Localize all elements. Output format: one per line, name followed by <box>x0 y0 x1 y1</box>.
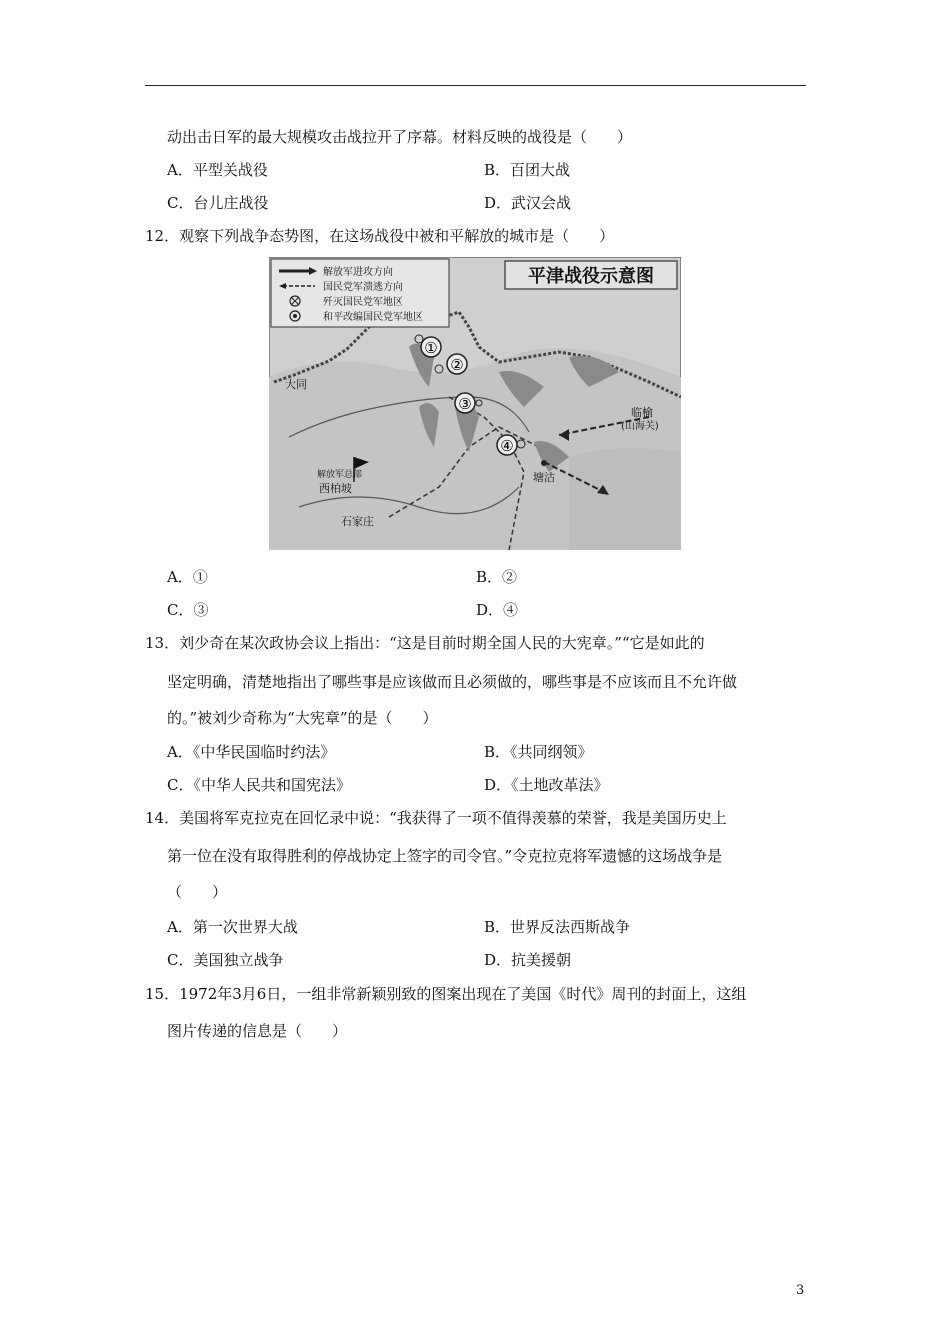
label-hq: 解放军总部 <box>317 470 363 480</box>
legend-annihilated: 歼灭国民党军地区 <box>323 297 403 308</box>
q11-continuation: 动出击日军的最大规模攻击战拉开了序幕。材料反映的战役是（ ） <box>167 128 633 146</box>
q14-line-2: 第一位在没有取得胜利的停战协定上签字的司令官。”令克拉克将军遗憾的这场战争是 <box>167 847 723 865</box>
q13-line-1: 13．刘少奇在某次政协会议上指出：“这是目前时期全国人民的大宪章。”“它是如此的 <box>145 634 705 652</box>
q14-line-3: （ ） <box>167 883 228 901</box>
q11-option-d[interactable]: D．武汉会战 <box>484 194 572 212</box>
q12-option-d[interactable]: D．④ <box>476 601 519 619</box>
q12-option-a[interactable]: A．① <box>167 568 208 586</box>
marker-2: ② <box>450 356 464 374</box>
legend-retreat: 国民党军溃逃方向 <box>323 282 403 293</box>
q12-stem: 12．观察下列战争态势图，在这场战役中被和平解放的城市是（ ） <box>145 227 615 245</box>
q13-line-2: 坚定明确，清楚地指出了哪些事是应该做而且必须做的，哪些事是不应该而且不允许做 <box>167 673 738 691</box>
q13-option-a[interactable]: A．《中华民国临时约法》 <box>167 743 336 761</box>
legend-peaceful: 和平改编国民党军地区 <box>323 312 423 323</box>
marker-3: ③ <box>458 395 472 413</box>
marker-1: ① <box>424 339 438 357</box>
q11-option-a[interactable]: A．平型关战役 <box>167 161 268 179</box>
q11-option-b[interactable]: B．百团大战 <box>484 161 571 179</box>
q13-option-b[interactable]: B．《共同纲领》 <box>484 743 593 761</box>
map-title: 平津战役示意图 <box>528 266 654 287</box>
pingjin-campaign-map <box>269 257 681 550</box>
page-number: 3 <box>796 1283 805 1298</box>
q11-option-c[interactable]: C．台儿庄战役 <box>167 194 269 212</box>
city-datong: 大同 <box>285 378 307 391</box>
q15-line-1: 15．1972年3月6日，一组非常新颖别致的图案出现在了美国《时代》周刊的封面上，这组 <box>145 985 747 1003</box>
q14-option-b[interactable]: B．世界反法西斯战争 <box>484 918 631 936</box>
city-shijiazhuang: 石家庄 <box>341 515 374 528</box>
q12-option-b[interactable]: B．② <box>476 568 518 586</box>
q12-option-c[interactable]: C．③ <box>167 601 209 619</box>
q13-option-d[interactable]: D．《土地改革法》 <box>484 776 609 794</box>
q14-option-a[interactable]: A．第一次世界大战 <box>167 918 298 936</box>
header-rule <box>145 85 806 86</box>
city-tanggu: 塘沽 <box>533 471 555 484</box>
q15-line-2: 图片传递的信息是（ ） <box>167 1022 348 1040</box>
city-shanhaiguan: (山海关) <box>621 421 659 432</box>
city-linyu: 临榆 <box>631 406 653 419</box>
q14-option-d[interactable]: D．抗美援朝 <box>484 951 572 969</box>
legend-attack: 解放军进攻方向 <box>323 267 393 278</box>
marker-4: ④ <box>500 437 514 455</box>
q13-line-3: 的。”被刘少奇称为“大宪章”的是（ ） <box>167 709 438 727</box>
city-xibaipo: 西柏坡 <box>319 482 352 495</box>
q14-option-c[interactable]: C．美国独立战争 <box>167 951 284 969</box>
q14-line-1: 14．美国将军克拉克在回忆录中说：“我获得了一项不值得羡慕的荣誉，我是美国历史上 <box>145 809 727 827</box>
q13-option-c[interactable]: C．《中华人民共和国宪法》 <box>167 776 351 794</box>
